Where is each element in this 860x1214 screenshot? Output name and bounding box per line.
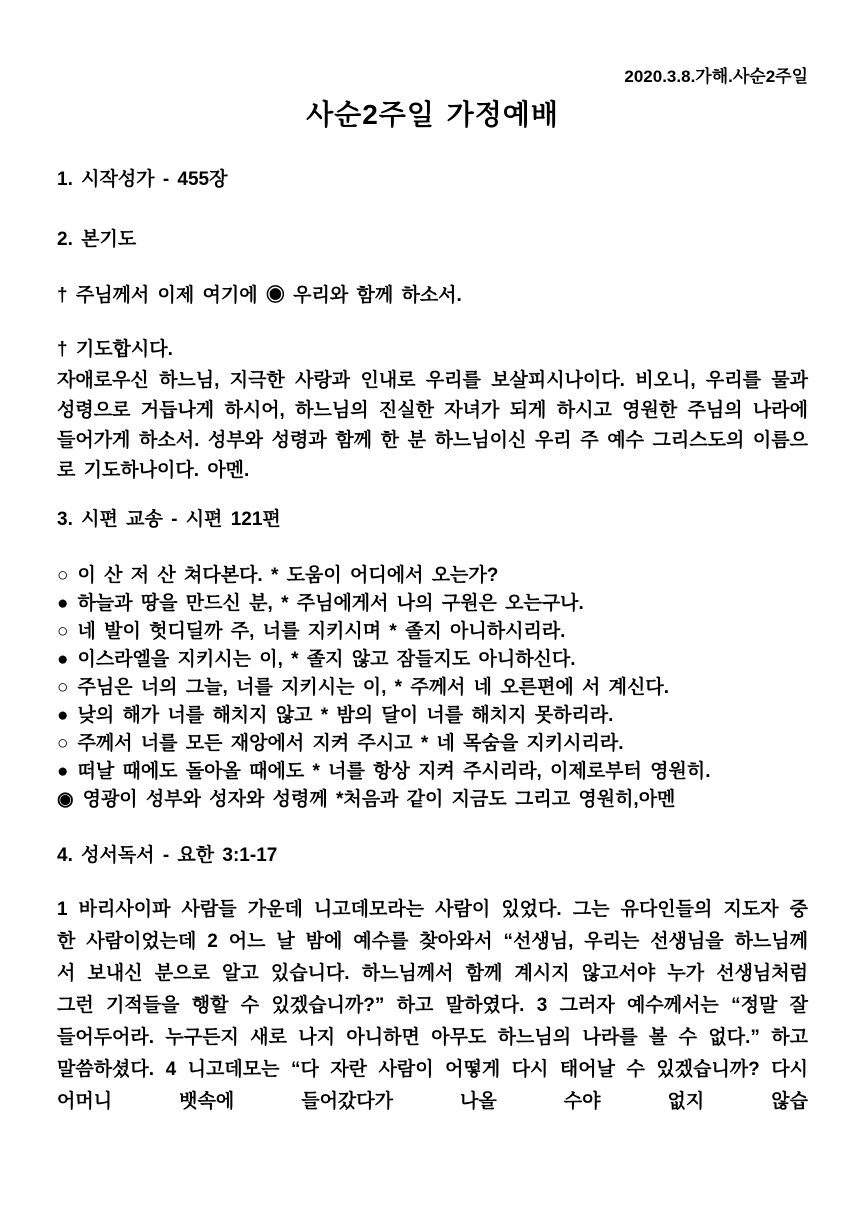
verse-text: 이 산 저 산 쳐다본다. * 도움이 어디에서 오는가?: [77, 565, 499, 586]
page-title: 사순2주일 가정예배: [306, 99, 559, 130]
psalm-verse-list: [57, 562, 808, 814]
verse-marker: ●: [57, 593, 69, 614]
date-label: 2020.3.8.가해.사순2주일: [624, 67, 808, 86]
psalm-verse: [57, 562, 808, 590]
verse-marker: ●: [57, 705, 69, 726]
verse-marker: ○: [57, 733, 69, 754]
verse-text: 주님은 너의 그늘, 너를 지키시는 이, * 주께서 네 오른편에 서 계신다.: [77, 677, 669, 698]
section-heading-scripture-reading: 4. 성서독서 - 요한 3:1-17: [57, 845, 278, 866]
collect-versicle-line: † 주님께서 이제 여기에 ◉ 우리와 함께 하소서.: [57, 285, 462, 306]
verse-text: 떠날 때에도 돌아올 때에도 * 너를 항상 지켜 주시리라, 이제로부터 영원히.: [77, 761, 711, 782]
verse-text: 네 발이 헛디딜까 주, 너를 지키시며 * 졸지 아니하시리라.: [77, 621, 566, 642]
verse-text: 낮의 해가 너를 해치지 않고 * 밤의 달이 너를 해치지 못하리라.: [77, 705, 614, 726]
psalm-verse: [57, 646, 808, 674]
section-heading-psalm: 3. 시편 교송 - 시편 121편: [57, 509, 281, 530]
verse-marker: ○: [57, 677, 69, 698]
verse-text: 영광이 성부와 성자와 성령께 *처음과 같이 지금도 그리고 영원히,아멘: [82, 789, 676, 810]
verse-marker: ○: [57, 621, 69, 642]
verse-marker: ◉: [57, 789, 74, 810]
section-heading-opening-hymn: 1. 시작성가 - 455장: [57, 169, 228, 190]
psalm-verse: [57, 758, 808, 786]
collect-call-to-prayer: † 기도합시다.: [57, 339, 173, 360]
verse-text: 하늘과 땅을 만드신 분, * 주님에게서 나의 구원은 오는구나.: [77, 593, 584, 614]
verse-text: 이스라엘을 지키시는 이, * 졸지 않고 잠들지도 아니하신다.: [77, 649, 576, 670]
verse-marker: ○: [57, 565, 69, 586]
psalm-verse: [57, 730, 808, 758]
psalm-verse: [57, 674, 808, 702]
scripture-reading-text: 1 바리사이파 사람들 가운데 니고데모라는 사람이 있었다. 그는 유다인들의 지도자 중 한 사람이었는데 2 어느 날 밤에 예수를 찾아와서 “선생님, 우리는 선생님을 하느님께서 보내신 분으로 알고 있습니다. 하느님께서 함께 계시지 않고서야 누가 선생님처럼 그런 기적들을 행할 수 있겠습니까?” 하고 말하였다. 3 그러자 예수께서는 “정말 잘 들어두어라. 누구든지 새로 나지 아니하면 아무도 하느님의 나라를 볼 수 없다.” 하고 말씀하셨다. 4 니고데모는 “다 자란 사람이 어떻게 다시 태어날 수 있겠습니까? 다시 어머니 뱃속에 들어갔다가 나올 수야 없지 않습: [57, 899, 808, 1112]
psalm-verse: [57, 786, 808, 814]
collect-prayer-text: 자애로우신 하느님, 지극한 사랑과 인내로 우리를 보살피시나이다. 비오니, 우리를 물과 성령으로 거듭나게 하시어, 하느님의 진실한 자녀가 되게 하시고 영원한 주님의 나라에 들어가게 하소서. 성부와 성령과 함께 한 분 하느님이신 우리 주 예수 그리스도의 이름으로 기도하나이다. 아멘.: [57, 370, 808, 481]
section-heading-collect: 2. 본기도: [57, 229, 137, 250]
psalm-verse: [57, 618, 808, 646]
verse-marker: ●: [57, 649, 69, 670]
verse-marker: ●: [57, 761, 69, 782]
verse-text: 주께서 너를 모든 재앙에서 지켜 주시고 * 네 목숨을 지키시리라.: [77, 733, 624, 754]
psalm-verse: [57, 590, 808, 618]
psalm-verse: [57, 702, 808, 730]
